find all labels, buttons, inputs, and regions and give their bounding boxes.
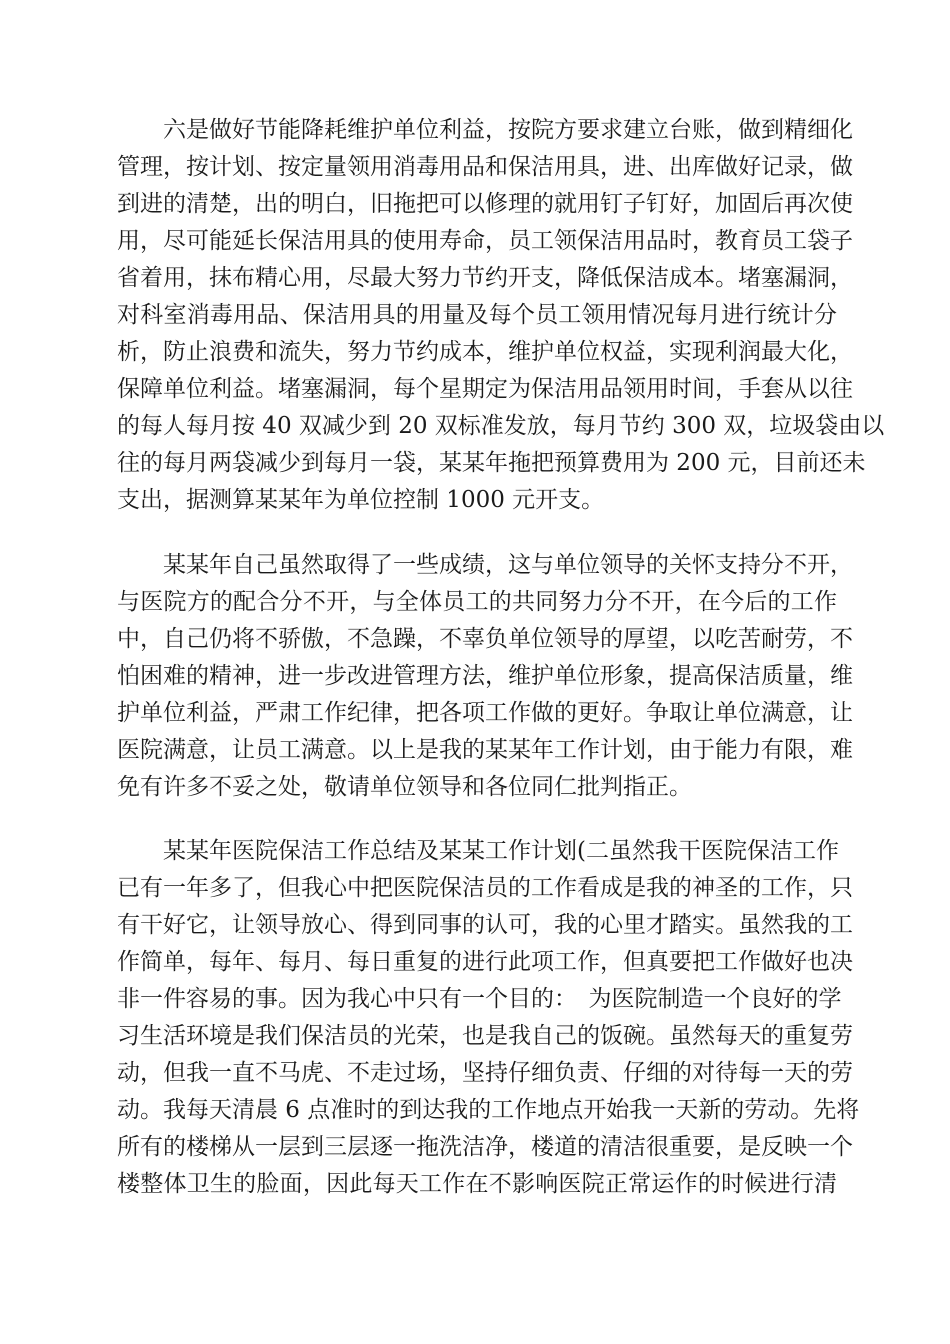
paragraph-2-line: 某某年自己虽然取得了一些成绩，这与单位领导的关怀支持分不开， xyxy=(163,552,853,578)
paragraph-2-line: 护单位利益，严肃工作纪律，把各项工作做的更好。争取让单位满意，让 xyxy=(117,700,853,726)
paragraph-1-line: 省着用，抹布精心用，尽最大努力节约开支，降低保洁成本。堵塞漏洞， xyxy=(117,265,853,291)
paragraph-3-line: 已有一年多了，但我心中把医院保洁员的工作看成是我的神圣的工作，只 xyxy=(117,875,853,901)
paragraph-1-line: 往的每月两袋减少到每月一袋，某某年拖把预算费用为 200 元，目前还未 xyxy=(117,450,866,476)
paragraph-3-line: 非一件容易的事。因为我心中只有一个目的： 为医院制造一个良好的学 xyxy=(117,986,842,1012)
paragraph-3-line: 有干好它，让领导放心、得到同事的认可，我的心里才踏实。虽然我的工 xyxy=(117,912,853,938)
paragraph-2-line: 与医院方的配合分不开，与全体员工的共同努力分不开，在今后的工作 xyxy=(117,589,837,615)
paragraph-2-line: 中，自己仍将不骄傲，不急躁，不辜负单位领导的厚望，以吃苦耐劳，不 xyxy=(117,626,853,652)
paragraph-3-line: 楼整体卫生的脸面，因此每天工作在不影响医院正常运作的时候进行清 xyxy=(117,1171,837,1197)
paragraph-3-line: 习生活环境是我们保洁员的光荣，也是我自己的饭碗。虽然每天的重复劳 xyxy=(117,1023,853,1049)
paragraph-1-line: 管理，按计划、按定量领用消毒用品和保洁用具，进、出库做好记录，做 xyxy=(117,154,853,180)
paragraph-1-line: 对科室消毒用品、保洁用具的用量及每个员工领用情况每月进行统计分 xyxy=(117,302,837,328)
paragraph-2-line: 怕困难的精神，进一步改进管理方法，维护单位形象，提高保洁质量，维 xyxy=(117,663,853,689)
paragraph-1-line: 的每人每月按 40 双减少到 20 双标准发放，每月节约 300 双，垃圾袋由以 xyxy=(117,413,885,439)
paragraph-2-line: 免有许多不妥之处，敬请单位领导和各位同仁批判指正。 xyxy=(117,774,692,800)
paragraph-1-line: 析，防止浪费和流失，努力节约成本，维护单位权益，实现利润最大化， xyxy=(117,339,853,365)
paragraph-1-line: 到进的清楚，出的明白，旧拖把可以修理的就用钉子钉好，加固后再次使 xyxy=(117,191,853,217)
paragraph-1-line: 支出，据测算某某年为单位控制 1000 元开支。 xyxy=(117,487,605,513)
paragraph-3-line: 作简单，每年、每月、每日重复的进行此项工作，但真要把工作做好也决 xyxy=(117,949,853,975)
paragraph-3-line: 某某年医院保洁工作总结及某某工作计划(二虽然我干医院保洁工作 xyxy=(163,838,839,864)
paragraph-1-line: 保障单位利益。堵塞漏洞，每个星期定为保洁用品领用时间，手套从以往 xyxy=(117,376,853,402)
paragraph-1-line: 用，尽可能延长保洁用具的使用寿命，员工领保洁用品时，教育员工袋子 xyxy=(117,228,853,254)
paragraph-3-line: 动。我每天清晨 6 点准时的到达我的工作地点开始我一天新的劳动。先将 xyxy=(117,1097,860,1123)
paragraph-3-line: 所有的楼梯从一层到三层逐一拖洗洁净，楼道的清洁很重要，是反映一个 xyxy=(117,1134,853,1160)
paragraph-2-line: 医院满意，让员工满意。以上是我的某某年工作计划，由于能力有限，难 xyxy=(117,737,853,763)
paragraph-1-line: 六是做好节能降耗维护单位利益，按院方要求建立台账，做到精细化 xyxy=(163,117,853,143)
paragraph-3-line: 动，但我一直不马虎、不走过场，坚持仔细负责、仔细的对待每一天的劳 xyxy=(117,1060,853,1086)
